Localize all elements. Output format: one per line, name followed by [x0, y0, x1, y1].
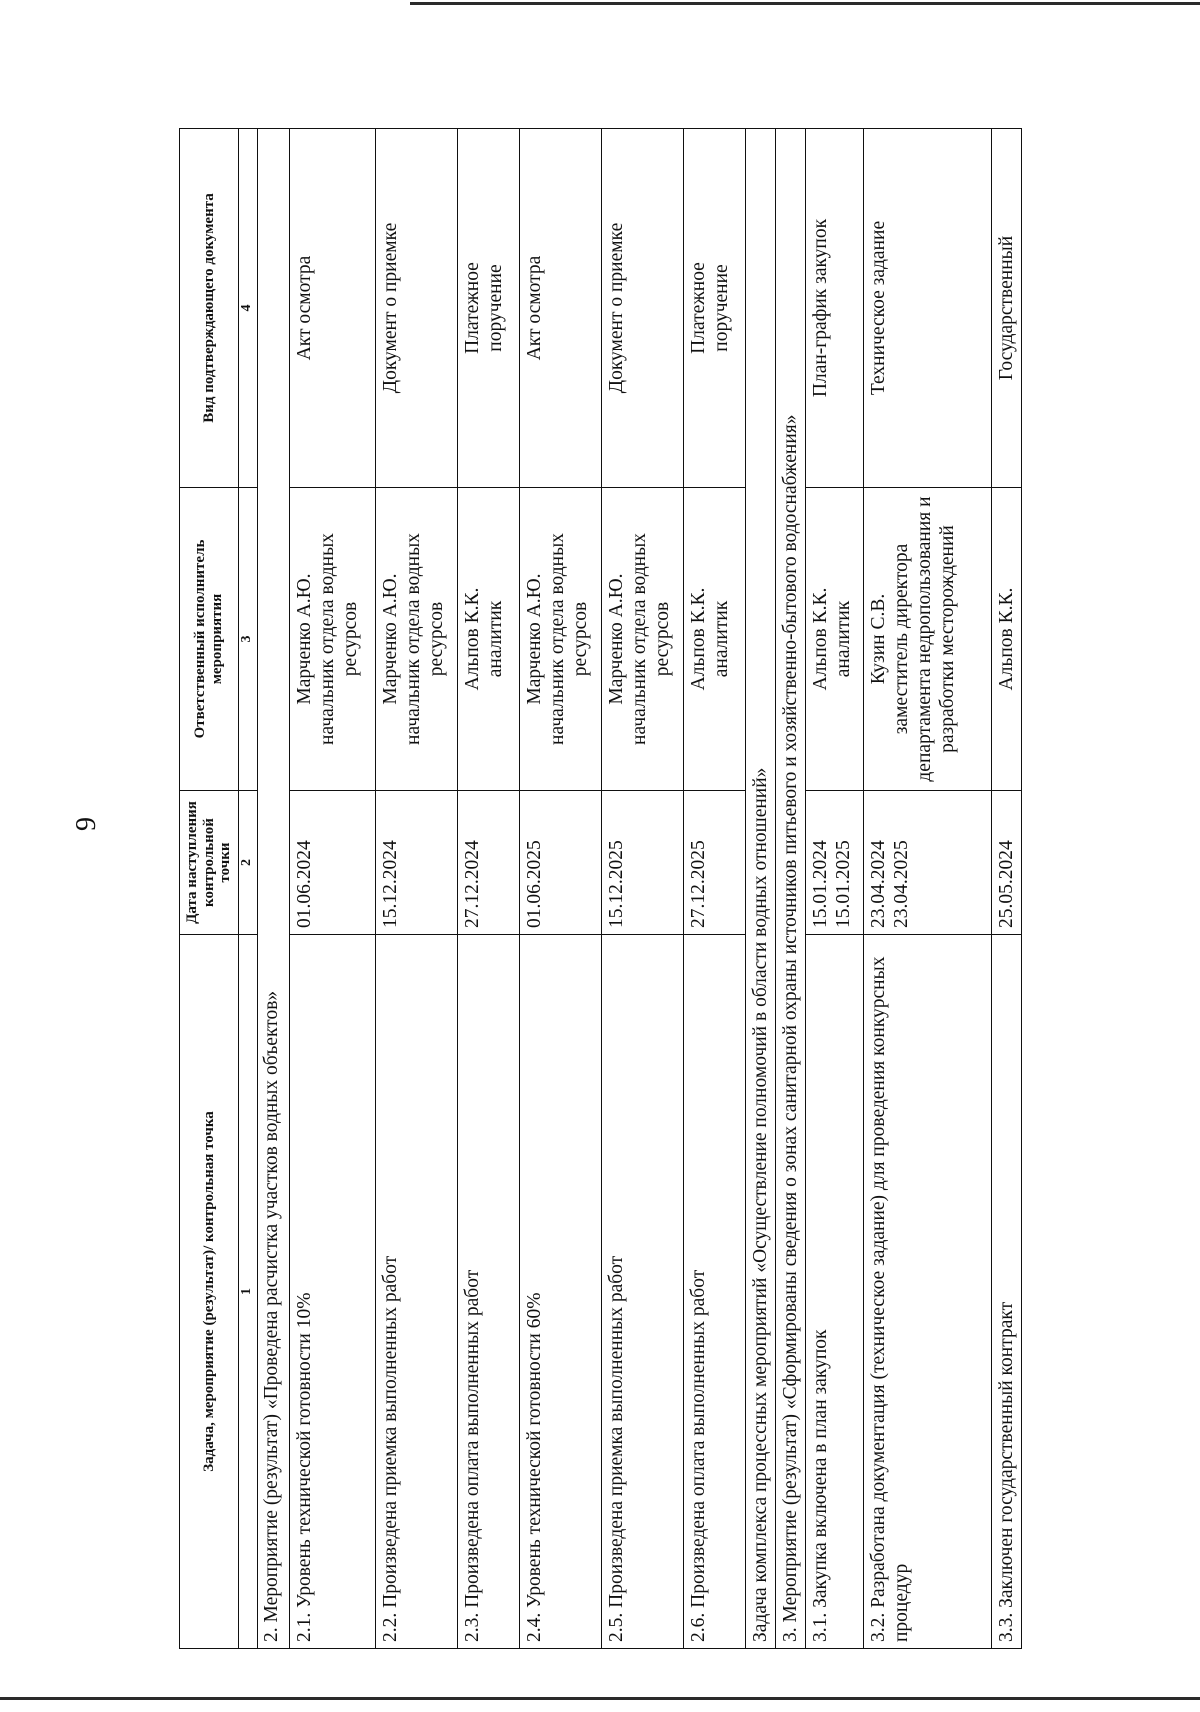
page-number: 9: [71, 817, 102, 831]
responsible-cell: [863, 488, 991, 791]
responsible-name: Марченко А.Ю.: [293, 573, 315, 705]
responsible-name: Марченко А.Ю.: [379, 573, 401, 705]
task-cell: 3.1. Закупка включена в план закупок: [805, 935, 863, 1649]
responsible-cell: [805, 488, 863, 791]
task-cell: 2.3. Произведена оплата выполненных работ: [457, 935, 519, 1649]
task-cell: 2.6. Произведена оплата выполненных работ: [683, 935, 745, 1649]
table-row: [519, 129, 601, 1649]
section-row: [257, 129, 289, 1649]
control-points-table: [179, 128, 1022, 1649]
document-text: Платежное поручение: [461, 262, 506, 354]
section-title: 3. Мероприятие (результат) «Сформированы сведения о зонах санитарной охраны источников питьевого и хозяйственно-бытового водоснабжения»: [775, 129, 805, 1649]
document-cell: Акт осмотра: [289, 129, 375, 488]
document-cell: Государственный: [991, 129, 1021, 488]
section-row: [745, 129, 775, 1649]
section-title: 2. Мероприятие (результат) «Проведена расчистка участков водных объектов»: [257, 129, 289, 1649]
date-cell: 27.12.2025: [683, 791, 745, 935]
document-cell: [457, 129, 519, 488]
date-cell: 15.12.2025: [601, 791, 683, 935]
responsible-name: Кузин С.В.: [867, 593, 889, 685]
document-cell: План-график закупок: [805, 129, 863, 488]
column-number: 3: [238, 488, 257, 791]
date-value: 15.01.2024: [809, 840, 831, 928]
responsible-name: Альпов К.К.: [461, 587, 483, 691]
date-cell: 01.06.2025: [519, 791, 601, 935]
date-cell: [805, 791, 863, 935]
task-cell: 3.2. Разработана документация (техническое задание) для проведения конкурсных процедур: [863, 935, 991, 1649]
date-cell: 25.05.2024: [991, 791, 1021, 935]
table-row: [601, 129, 683, 1649]
responsible-position: начальник отдела водных ресурсов: [546, 533, 591, 745]
responsible-position: аналитик: [710, 600, 732, 678]
responsible-position: аналитик: [484, 600, 506, 678]
date-cell: 27.12.2024: [457, 791, 519, 935]
responsible-position: начальник отдела водных ресурсов: [316, 533, 361, 745]
header-responsible: Ответственный исполнитель мероприятия: [180, 488, 239, 791]
date-cell: 15.12.2024: [375, 791, 457, 935]
responsible-name: Альпов К.К.: [809, 587, 831, 691]
responsible-name: Марченко А.Ю.: [605, 573, 627, 705]
table-row: [805, 129, 863, 1649]
header-task: Задача, мероприятие (результат)/ контрольная точка: [180, 935, 239, 1649]
table-row: [375, 129, 457, 1649]
responsible-name: Марченко А.Ю.: [523, 573, 545, 705]
task-cell: 3.3. Заключен государственный контракт: [991, 935, 1021, 1649]
table-row: [457, 129, 519, 1649]
responsible-cell: [457, 488, 519, 791]
date-value: 23.04.2025: [890, 840, 912, 928]
header-date: Дата наступления контрольной точки: [180, 791, 239, 935]
document-cell: Документ о приемке: [375, 129, 457, 488]
task-cell: 2.1. Уровень технической готовности 10%: [289, 935, 375, 1649]
responsible-cell: [601, 488, 683, 791]
responsible-cell: [519, 488, 601, 791]
responsible-name: Альпов К.К.: [687, 587, 709, 691]
date-cell: [863, 791, 991, 935]
column-number-row: [238, 129, 257, 1649]
document-cell: Акт осмотра: [519, 129, 601, 488]
responsible-position: начальник отдела водных ресурсов: [402, 533, 447, 745]
task-cell: 2.4. Уровень технической готовности 60%: [519, 935, 601, 1649]
date-value: 15.01.2025: [832, 840, 854, 928]
task-cell: 2.5. Произведена приемка выполненных работ: [601, 935, 683, 1649]
responsible-cell: Альпов К.К.: [991, 488, 1021, 791]
responsible-position: аналитик: [832, 600, 854, 678]
responsible-cell: [683, 488, 745, 791]
document-text: Платежное поручение: [687, 262, 732, 354]
responsible-position: начальник отдела водных ресурсов: [628, 533, 673, 745]
document-cell: Техническое задание: [863, 129, 991, 488]
column-number: 1: [238, 935, 257, 1649]
column-number: 2: [238, 791, 257, 935]
table-row: [863, 129, 991, 1649]
table-row: [289, 129, 375, 1649]
complex-task-title: Задача комплекса процессных мероприятий «Осуществление полномочий в области водных отношений»: [745, 129, 775, 1649]
date-value: 23.04.2024: [867, 840, 889, 928]
task-cell: 2.2. Произведена приемка выполненных работ: [375, 935, 457, 1649]
date-cell: 01.06.2024: [289, 791, 375, 935]
header-document: Вид подтверждающего документа: [180, 129, 239, 488]
document-cell: Документ о приемке: [601, 129, 683, 488]
section-row: [775, 129, 805, 1649]
rotated-page: [179, 129, 1104, 1649]
scan-edge-top: [410, 2, 1200, 5]
table-row: [683, 129, 745, 1649]
responsible-position: заместитель директора департамента недропользования и разработки месторождений: [890, 496, 958, 782]
scan-edge-bottom: [0, 1697, 1200, 1700]
table-header-row: [180, 129, 239, 1649]
column-number: 4: [238, 129, 257, 488]
responsible-cell: [289, 488, 375, 791]
responsible-cell: [375, 488, 457, 791]
document-cell: [683, 129, 745, 488]
table-row: [991, 129, 1021, 1649]
